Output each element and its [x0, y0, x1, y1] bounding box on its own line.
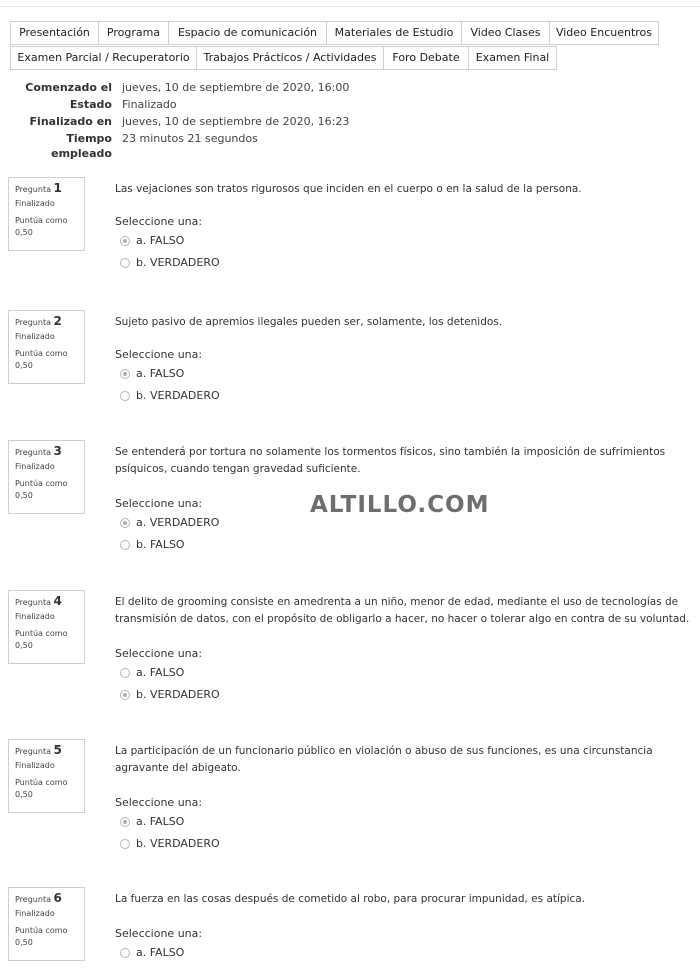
question-state: Finalizado: [15, 761, 55, 770]
summary-label: Tiempo empleado: [51, 132, 112, 160]
option-label: b. FALSO: [136, 538, 185, 551]
question-number: [15, 892, 84, 906]
answer-option[interactable]: [120, 538, 185, 551]
tab-materiales-estudio[interactable]: Materiales de Estudio: [326, 21, 462, 45]
option-label: b. VERDADERO: [136, 837, 220, 850]
radio-selected-icon[interactable]: [120, 369, 130, 379]
question-prefix: Pregunta: [15, 185, 51, 194]
option-label: a. VERDADERO: [136, 516, 220, 529]
question-number: [15, 744, 84, 758]
radio-selected-icon[interactable]: [120, 817, 130, 827]
summary-row: [10, 79, 349, 96]
summary-row: [10, 96, 349, 113]
option-label: a. FALSO: [136, 946, 185, 959]
question-text: Se entenderá por tortura no solamente los tormentos físicos, sino también la imposición de sufrimientos psíquicos, cuando tengan gravedad suficiente.: [115, 446, 666, 475]
radio-icon[interactable]: [120, 258, 130, 268]
question-number-value: 5: [53, 743, 62, 757]
answer-prompt: Seleccione una:: [115, 927, 203, 940]
question-number: [15, 445, 84, 459]
question-info: [8, 310, 85, 384]
answer-prompt: Seleccione una:: [115, 348, 203, 361]
summary-value: 23 minutos 21 segundos: [122, 132, 258, 145]
question-info: [8, 590, 85, 664]
option-label: a. FALSO: [136, 815, 185, 828]
question-state: Finalizado: [15, 332, 55, 341]
question-grade: Puntúa como 0,50: [15, 349, 68, 370]
answer-option[interactable]: [120, 256, 220, 269]
question-number-value: 3: [53, 444, 62, 458]
question-info: [8, 739, 85, 813]
question-grade: Puntúa como 0,50: [15, 926, 68, 947]
answer-option[interactable]: [120, 688, 220, 701]
summary-row: [10, 113, 349, 130]
option-label: b. VERDADERO: [136, 256, 220, 269]
answer-prompt: Seleccione una:: [115, 796, 203, 809]
radio-selected-icon[interactable]: [120, 236, 130, 246]
tab-video-encuentros[interactable]: Video Encuentros: [549, 21, 659, 45]
tab-row-1: [10, 21, 700, 45]
tab-presentacion[interactable]: Presentación: [10, 21, 99, 45]
summary-value: jueves, 10 de septiembre de 2020, 16:00: [122, 81, 350, 94]
answer-prompt: Seleccione una:: [115, 647, 203, 660]
tab-foro-debate[interactable]: Foro Debate: [383, 46, 469, 70]
option-label: a. FALSO: [136, 234, 185, 247]
question-text: La participación de un funcionario público en violación o abuso de sus funciones, es una circunstancia agravante del abigeato.: [115, 745, 653, 774]
answer-option[interactable]: [120, 815, 184, 828]
question-number-value: 4: [53, 594, 62, 608]
summary-value: jueves, 10 de septiembre de 2020, 16:23: [122, 115, 350, 128]
question-text: Sujeto pasivo de apremios ilegales pueden ser, solamente, los detenidos.: [115, 316, 503, 328]
radio-selected-icon[interactable]: [120, 690, 130, 700]
answer-prompt: Seleccione una:: [115, 215, 203, 228]
question-number-value: 6: [53, 891, 62, 905]
radio-icon[interactable]: [120, 668, 130, 678]
answer-option[interactable]: [120, 837, 220, 850]
summary-label: Comenzado el: [25, 81, 112, 94]
question-number-value: 1: [53, 181, 62, 195]
option-label: b. VERDADERO: [136, 389, 220, 402]
question-info: [8, 177, 85, 251]
question-grade: Puntúa como 0,50: [15, 479, 68, 500]
answer-option[interactable]: [120, 234, 184, 247]
radio-selected-icon[interactable]: [120, 518, 130, 528]
question-grade: Puntúa como 0,50: [15, 216, 68, 237]
answer-option[interactable]: [120, 367, 184, 380]
radio-icon[interactable]: [120, 391, 130, 401]
answer-prompt: Seleccione una:: [115, 497, 203, 510]
top-divider: [0, 6, 700, 7]
tab-examen-parcial[interactable]: Examen Parcial / Recuperatorio: [10, 46, 197, 70]
tab-espacio-comunicacion[interactable]: Espacio de comunicación: [168, 21, 327, 45]
question-info: [8, 887, 85, 961]
question-number: [15, 595, 84, 609]
question-text: Las vejaciones son tratos rigurosos que inciden en el cuerpo o en la salud de la persona.: [115, 183, 582, 195]
answer-option[interactable]: [120, 389, 220, 402]
question-state: Finalizado: [15, 909, 55, 918]
question-prefix: Pregunta: [15, 598, 51, 607]
question-number-value: 2: [53, 314, 62, 328]
question-prefix: Pregunta: [15, 318, 51, 327]
watermark-text: ALTILLO.COM: [310, 492, 490, 518]
answer-option[interactable]: [120, 516, 219, 529]
summary-row: [10, 130, 349, 161]
question-state: Finalizado: [15, 199, 55, 208]
question-number: [15, 315, 84, 329]
tab-row-2: [10, 46, 700, 70]
question-text: La fuerza en las cosas después de cometido al robo, para procurar impunidad, es atípica.: [115, 893, 586, 905]
radio-icon[interactable]: [120, 540, 130, 550]
question-number: [15, 182, 84, 196]
question-prefix: Pregunta: [15, 895, 51, 904]
attempt-summary: [10, 79, 349, 161]
option-label: a. FALSO: [136, 367, 185, 380]
answer-option[interactable]: [120, 946, 184, 959]
question-prefix: Pregunta: [15, 448, 51, 457]
question-grade: Puntúa como 0,50: [15, 629, 68, 650]
tab-examen-final[interactable]: Examen Final: [468, 46, 557, 70]
question-text: El delito de grooming consiste en amedrenta a un niño, menor de edad, mediante el uso de tecnologías de transmisión de datos, con el propósito de obligarlo a hacer, no hacer o tolerar algo en contra de su voluntad.: [115, 596, 690, 625]
question-prefix: Pregunta: [15, 747, 51, 756]
option-label: a. FALSO: [136, 666, 185, 679]
tab-programa[interactable]: Programa: [98, 21, 169, 45]
course-tabs: [10, 21, 700, 70]
tab-trabajos-practicos[interactable]: Trabajos Prácticos / Actividades: [196, 46, 384, 70]
tab-video-clases[interactable]: Video Clases: [461, 21, 550, 45]
question-grade: Puntúa como 0,50: [15, 778, 68, 799]
radio-icon[interactable]: [120, 948, 130, 958]
answer-option[interactable]: [120, 666, 184, 679]
option-label: b. VERDADERO: [136, 688, 220, 701]
summary-label: Estado: [69, 98, 112, 111]
question-state: Finalizado: [15, 462, 55, 471]
summary-label: Finalizado en: [29, 115, 112, 128]
question-state: Finalizado: [15, 612, 55, 621]
question-info: [8, 440, 85, 514]
summary-value: Finalizado: [122, 98, 177, 111]
radio-icon[interactable]: [120, 839, 130, 849]
